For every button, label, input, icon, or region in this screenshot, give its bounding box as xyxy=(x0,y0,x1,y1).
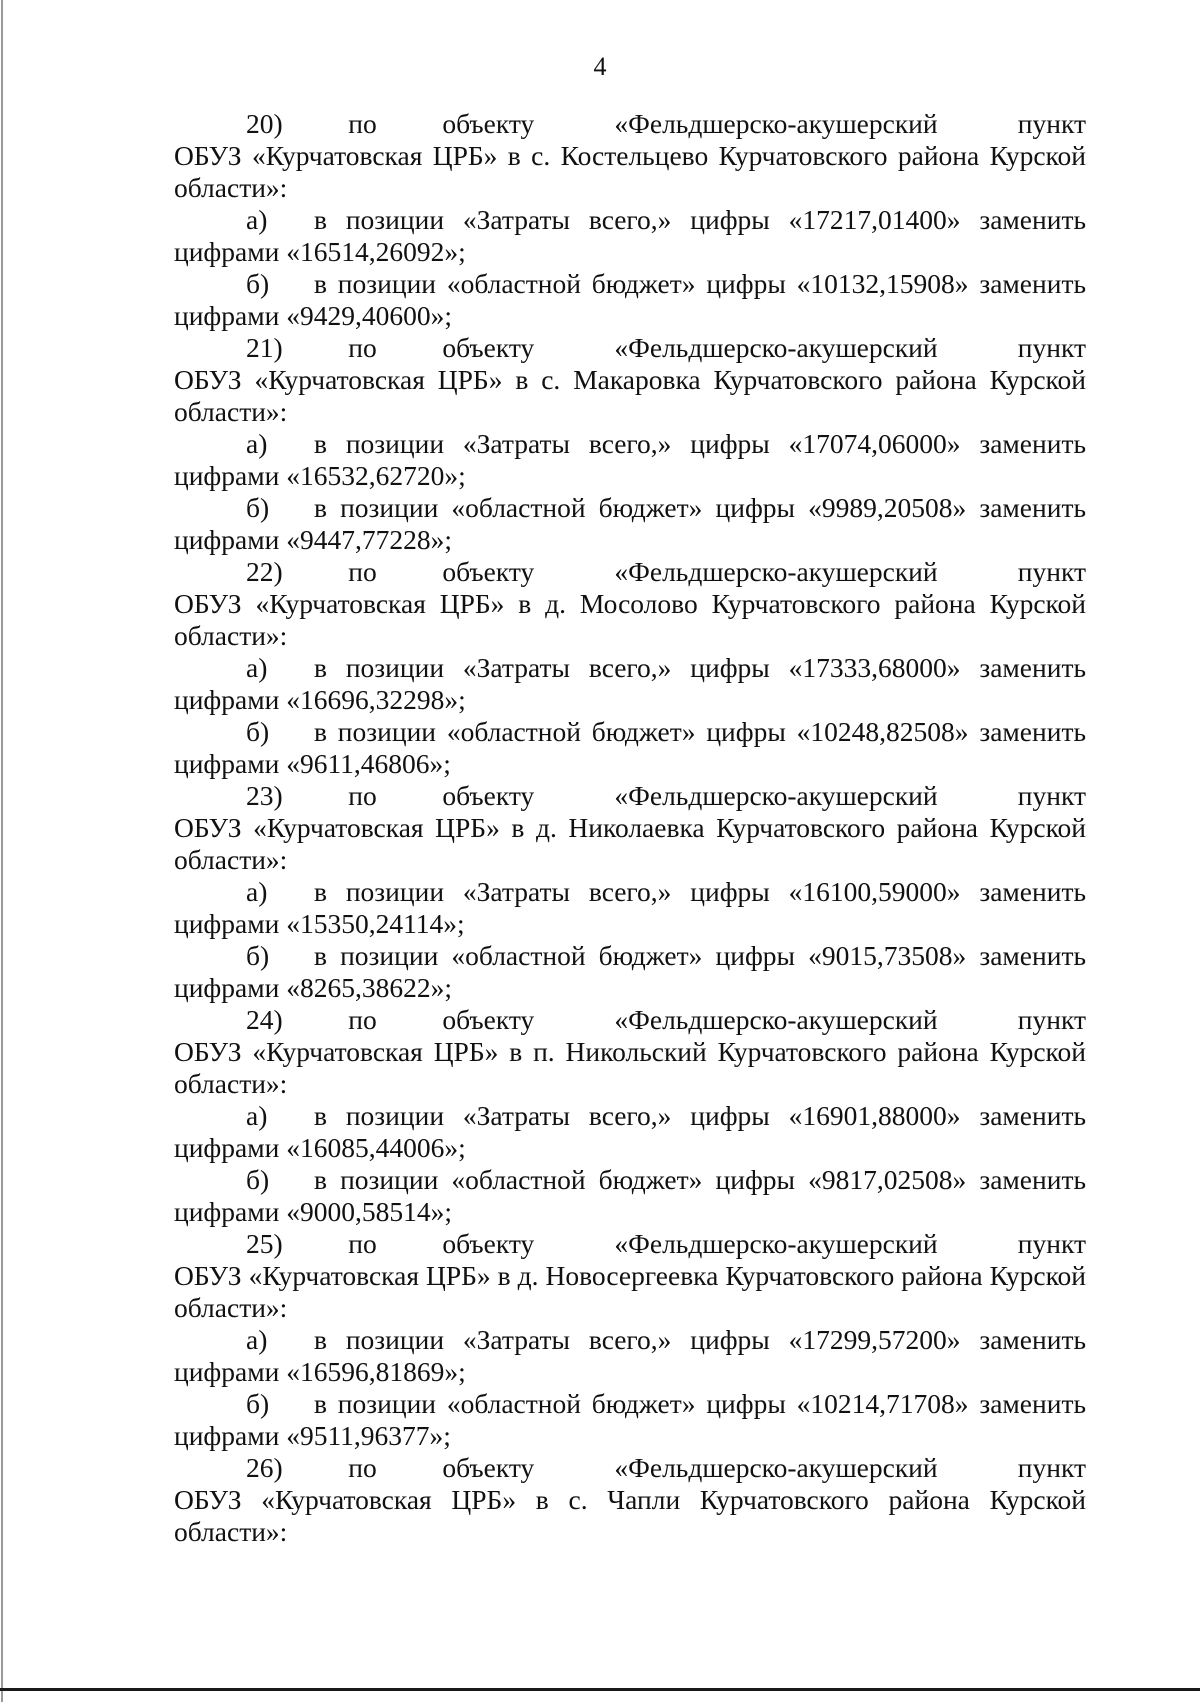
sub-item-a xyxy=(174,204,1086,268)
item-heading-first-line: 21) по объекту «Фельдшерско-акушерский пункт xyxy=(246,332,1086,363)
sub-item-text-first: в позиции «областной бюджет» цифры «9989,20508» заменить xyxy=(314,492,1086,523)
sub-item-marker: а) xyxy=(246,428,268,459)
sub-item-text-first: в позиции «областной бюджет» цифры «9015,73508» заменить xyxy=(314,940,1086,971)
sub-item-text-first: в позиции «Затраты всего,» цифры «17333,68000» заменить xyxy=(314,652,1086,683)
sub-item-text-first: в позиции «Затраты всего,» цифры «16901,88000» заменить xyxy=(314,1100,1086,1131)
sub-item-text-first: в позиции «Затраты всего,» цифры «17217,01400» заменить xyxy=(314,204,1086,235)
sub-item-text-first: в позиции «областной бюджет» цифры «10248,82508» заменить xyxy=(314,716,1086,747)
document-body xyxy=(174,108,1086,1548)
sub-item-marker: а) xyxy=(246,1100,268,1131)
item-23 xyxy=(174,780,1086,1004)
page-number: 4 xyxy=(593,52,607,81)
sub-item-a xyxy=(174,652,1086,716)
sub-item-text-first: в позиции «областной бюджет» цифры «10214,71708» заменить xyxy=(314,1388,1086,1419)
item-heading-rest: ОБУЗ «Курчатовская ЦРБ» в с. Костельцево Курчатовского района Курской области»: xyxy=(174,140,1086,203)
scan-edge-bottom xyxy=(0,1688,1200,1691)
sub-item-b xyxy=(174,1388,1086,1452)
item-heading xyxy=(174,556,1086,652)
item-heading xyxy=(174,1228,1086,1324)
item-26 xyxy=(174,1452,1086,1548)
item-heading-rest: ОБУЗ «Курчатовская ЦРБ» в д. Новосергеевка Курчатовского района Курской области»: xyxy=(174,1260,1086,1323)
sub-item-marker: а) xyxy=(246,652,268,683)
item-heading-first-line: 26) по объекту «Фельдшерско-акушерский пункт xyxy=(246,1452,1086,1483)
item-heading-rest: ОБУЗ «Курчатовская ЦРБ» в с. Макаровка Курчатовского района Курской области»: xyxy=(174,364,1086,427)
item-heading-first-line: 24) по объекту «Фельдшерско-акушерский пункт xyxy=(246,1004,1086,1035)
sub-item-text-rest: цифрами «9429,40600»; xyxy=(174,300,452,331)
item-20 xyxy=(174,108,1086,332)
sub-item-marker: б) xyxy=(246,940,270,971)
sub-item-text-rest: цифрами «16514,26092»; xyxy=(174,236,466,267)
sub-item-b xyxy=(174,940,1086,1004)
sub-item-marker: б) xyxy=(246,716,270,747)
sub-item-a xyxy=(174,428,1086,492)
sub-item-marker: а) xyxy=(246,876,268,907)
sub-item-text-first: в позиции «Затраты всего,» цифры «17299,57200» заменить xyxy=(314,1324,1086,1355)
sub-item-text-first: в позиции «Затраты всего,» цифры «16100,59000» заменить xyxy=(314,876,1086,907)
sub-item-text-rest: цифрами «16085,44006»; xyxy=(174,1132,466,1163)
item-heading-rest: ОБУЗ «Курчатовская ЦРБ» в д. Николаевка Курчатовского района Курской области»: xyxy=(174,812,1086,875)
item-heading xyxy=(174,108,1086,204)
item-heading-rest: ОБУЗ «Курчатовская ЦРБ» в д. Мосолово Курчатовского района Курской области»: xyxy=(174,588,1086,651)
sub-item-text-rest: цифрами «9511,96377»; xyxy=(174,1420,451,1451)
sub-item-text-rest: цифрами «9447,77228»; xyxy=(174,524,452,555)
item-heading-first-line: 25) по объекту «Фельдшерско-акушерский пункт xyxy=(246,1228,1086,1259)
sub-item-text-first: в позиции «областной бюджет» цифры «10132,15908» заменить xyxy=(314,268,1086,299)
sub-item-marker: а) xyxy=(246,204,268,235)
sub-item-text-rest: цифрами «16532,62720»; xyxy=(174,460,466,491)
sub-item-text-rest: цифрами «8265,38622»; xyxy=(174,972,452,1003)
sub-item-marker: б) xyxy=(246,1388,270,1419)
sub-item-marker: а) xyxy=(246,1324,268,1355)
sub-item-text-first: в позиции «областной бюджет» цифры «9817,02508» заменить xyxy=(314,1164,1086,1195)
item-heading-first-line: 22) по объекту «Фельдшерско-акушерский пункт xyxy=(246,556,1086,587)
item-heading xyxy=(174,1004,1086,1100)
item-heading-first-line: 23) по объекту «Фельдшерско-акушерский пункт xyxy=(246,780,1086,811)
sub-item-a xyxy=(174,876,1086,940)
item-heading-rest: ОБУЗ «Курчатовская ЦРБ» в с. Чапли Курчатовского района Курской области»: xyxy=(174,1484,1086,1547)
sub-item-a xyxy=(174,1100,1086,1164)
item-24 xyxy=(174,1004,1086,1228)
sub-item-marker: б) xyxy=(246,268,270,299)
item-heading-rest: ОБУЗ «Курчатовская ЦРБ» в п. Никольский Курчатовского района Курской области»: xyxy=(174,1036,1086,1099)
sub-item-b xyxy=(174,268,1086,332)
sub-item-text-rest: цифрами «16596,81869»; xyxy=(174,1356,466,1387)
sub-item-text-rest: цифрами «15350,24114»; xyxy=(174,908,465,939)
item-heading-first-line: 20) по объекту «Фельдшерско-акушерский пункт xyxy=(246,108,1086,139)
item-22 xyxy=(174,556,1086,780)
sub-item-b xyxy=(174,492,1086,556)
scan-edge-left xyxy=(1,0,3,1702)
item-25 xyxy=(174,1228,1086,1452)
item-heading xyxy=(174,780,1086,876)
sub-item-b xyxy=(174,1164,1086,1228)
sub-item-text-rest: цифрами «9611,46806»; xyxy=(174,748,451,779)
item-heading xyxy=(174,1452,1086,1548)
sub-item-text-rest: цифрами «9000,58514»; xyxy=(174,1196,452,1227)
sub-item-marker: б) xyxy=(246,1164,270,1195)
sub-item-a xyxy=(174,1324,1086,1388)
sub-item-text-first: в позиции «Затраты всего,» цифры «17074,06000» заменить xyxy=(314,428,1086,459)
sub-item-text-rest: цифрами «16696,32298»; xyxy=(174,684,466,715)
sub-item-marker: б) xyxy=(246,492,270,523)
sub-item-b xyxy=(174,716,1086,780)
item-21 xyxy=(174,332,1086,556)
item-heading xyxy=(174,332,1086,428)
